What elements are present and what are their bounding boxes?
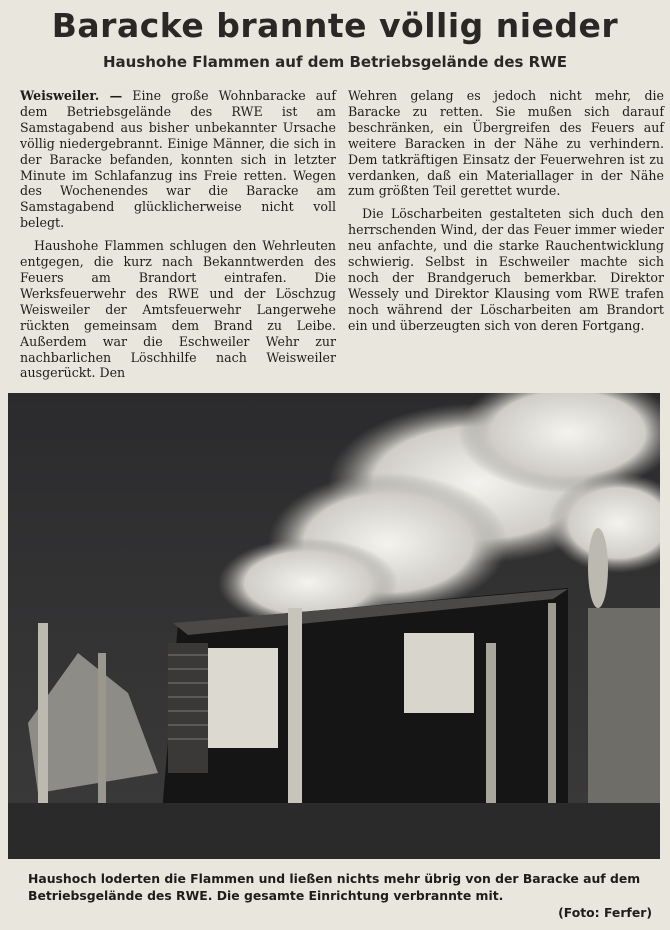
column-right — [348, 88, 664, 383]
photo-caption: Haushoch loderten die Flammen und ließen nichts mehr übrig von der Baracke auf dem Betriebsgelände des RWE. Die gesamte Einrichtung verbrannte mit. — [28, 871, 641, 903]
headline: Baracke brannte völlig nieder — [51, 6, 619, 45]
column-left — [20, 88, 336, 383]
article-body — [20, 88, 665, 383]
paragraph-2: Haushohe Flammen schlugen den Wehrleuten entgegen, die kurz nach Bekanntwerden des Feuers am Brandort eintrafen. Die Werksfeuerwehr des RWE und der Löschzug Weisweiler der Amtsfeuerwehr Langerwehe rückten gemeinsam dem Brand zu Leibe. Außerdem war die Eschweiler Wehr zur nachbarlichen Löschhilfe nach Weisweiler ausgerückt. Den — [20, 238, 336, 381]
subheadline: Haushohe Flammen auf dem Betriebsgelände des RWE — [102, 53, 568, 71]
paragraph-1-text: Eine große Wohnbaracke auf dem Betriebsgelände des RWE ist am Samstagabend aus bisher unbekannter Ursache völlig niedergebrannt. Einige Männer, die sich in der Baracke befanden, konnten sich in letzter Minute im Schlafanzug ins Freie retten. Wegen des Wochenendes war die Baracke am Samstagabend glücklicherweise nicht voll belegt. — [20, 88, 336, 231]
photo-credit: (Foto: Ferfer) — [558, 905, 652, 920]
fire-photo-illustration — [8, 393, 660, 859]
dateline: Weisweiler. — — [20, 88, 123, 103]
ground — [8, 803, 660, 859]
fire-photo — [8, 393, 660, 859]
paragraph-4: Die Löscharbeiten gestalteten sich duch den herrschenden Wind, der das Feuer immer wieder neu anfachte, und die starke Rauchentwicklung schwierig. Selbst in Eschweiler machte sich noch der Brandgeruch bemerkbar. Direktor Wessely und Direktor Klausing vom RWE trafen noch während der Löscharbeiten am Brandort ein und überzeugten sich von deren Fortgang. — [348, 206, 664, 333]
paragraph-3: Wehren gelang es jedoch nicht mehr, die Baracke zu retten. Sie mußen sich darauf beschränken, ein Übergreifen des Feuers auf weitere Baracken in der Nähe zu verhindern. Dem tatkräftigen Einsatz der Feuerwehren ist zu verdanken, daß ein Materiallager in der Nähe zum größten Teil gerettet wurde. — [348, 88, 664, 199]
paragraph-1 — [20, 88, 336, 231]
round-sign — [588, 528, 608, 608]
